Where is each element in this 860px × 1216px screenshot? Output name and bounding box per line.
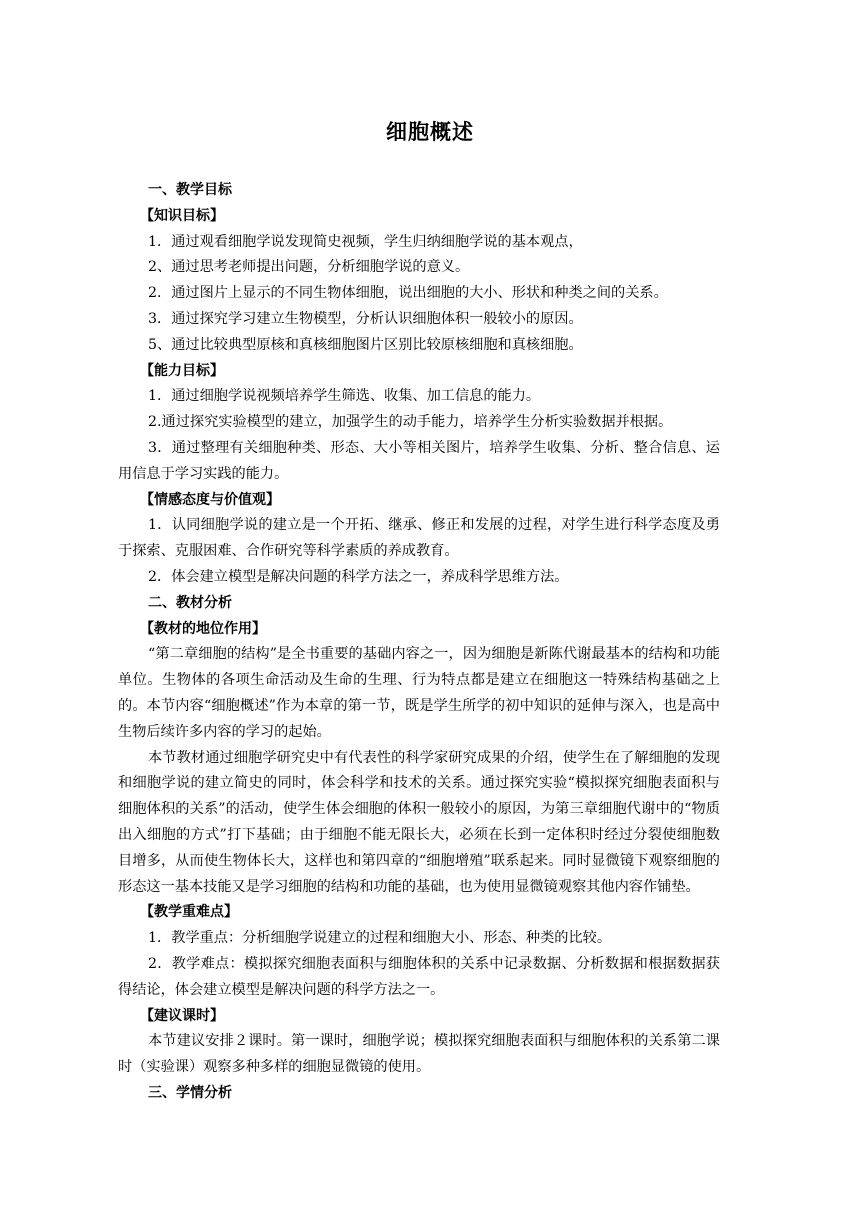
key-points-heading: 【教学重难点】 <box>140 904 238 921</box>
emotion-goal-item: 2．体会建立模型是解决问题的科学方法之一，养成科学思维方法。 <box>148 568 569 585</box>
emotion-goal-item: 1．认同细胞学说的建立是一个开拓、继承、修正和发展的过程，对学生进行科学态度及勇于探索、克服困难、合作研究等科学素质的养成教育。 <box>118 517 720 560</box>
knowledge-goal-item: 1．通过观看细胞学说发现简史视频，学生归纳细胞学说的基本观点， <box>148 233 583 250</box>
section-heading-analysis: 二、教材分析 <box>148 594 232 611</box>
key-point-item: 1．教学重点：分析细胞学说建立的过程和细胞大小、形态、种类的比较。 <box>148 930 612 947</box>
emotion-goals-heading: 【情感态度与价值观】 <box>140 491 280 508</box>
hours-heading: 【建议课时】 <box>140 1007 224 1024</box>
document-body <box>118 178 720 1107</box>
knowledge-goal-item: 5、通过比较典型原核和真核细胞图片区别比较原核细胞和真核细胞。 <box>148 336 583 353</box>
ability-goal-item: 1．通过细胞学说视频培养学生筛选、收集、加工信息的能力。 <box>148 388 541 405</box>
knowledge-goal-item: 2、通过思考老师提出问题，分析细胞学说的意义。 <box>148 259 470 276</box>
key-point-item: 2．教学难点：模拟探究细胞表面积与细胞体积的关系中记录数据、分析数据和根据数据获得结论，体会建立模型是解决问题的科学方法之一。 <box>118 955 720 998</box>
section-heading-goals: 一、教学目标 <box>148 182 232 198</box>
ability-goals-heading: 【能力目标】 <box>140 362 224 379</box>
knowledge-goal-item: 2．通过图片上显示的不同生物体细胞，说出细胞的大小、形状和种类之间的关系。 <box>148 285 668 302</box>
role-paragraph: 本节教材通过细胞学研究史中有代表性的科学家研究成果的介绍，使学生在了解细胞的发现和细胞学说的建立简史的同时，体会科学和技术的关系。通过探究实验“模拟探究细胞表面积与细胞体积的关系”的活动，使学生体会细胞的体积一般较小的原因，为第三章细胞代谢中的“物质出入细胞的方式”打下基础；由于细胞不能无限长大，必须在长到一定体积时经过分裂使细胞数目增多，从而使生物体长大，这样也和第四章的“细胞增殖”联系起来。同时显微镜下观察细胞的形态这一基本技能又是学习细胞的结构和功能的基础，也为使用显微镜观察其他内容作铺垫。 <box>118 749 720 895</box>
knowledge-goals-heading: 【知识目标】 <box>140 207 224 224</box>
ability-goal-item: 2.通过探究实验模型的建立，加强学生的动手能力，培养学生分析实验数据并根据。 <box>148 414 673 431</box>
role-heading: 【教材的地位作用】 <box>140 620 266 637</box>
section-heading-student-analysis: 三、学情分析 <box>148 1084 232 1101</box>
ability-goal-item: 3．通过整理有关细胞种类、形态、大小等相关图片，培养学生收集、分析、整合信息、运用信息于学习实践的能力。 <box>118 439 720 482</box>
knowledge-goal-item: 3．通过探究学习建立生物模型，分析认识细胞体积一般较小的原因。 <box>148 310 583 327</box>
hours-paragraph: 本节建议安排２课时。第一课时，细胞学说；模拟探究细胞表面积与细胞体积的关系第二课时（实验课）观察多种多样的细胞显微镜的使用。 <box>118 1033 720 1076</box>
role-paragraph: “第二章细胞的结构”是全书重要的基础内容之一，因为细胞是新陈代谢最基本的结构和功能单位。生物体的各项生命活动及生命的生理、行为特点都是建立在细胞这一特殊结构基础之上的。本节内容“细胞概述”作为本章的第一节，既是学生所学的初中知识的延伸与深入，也是高中生物后续许多内容的学习的起始。 <box>118 646 720 740</box>
page-title: 细胞概述 <box>386 120 474 144</box>
